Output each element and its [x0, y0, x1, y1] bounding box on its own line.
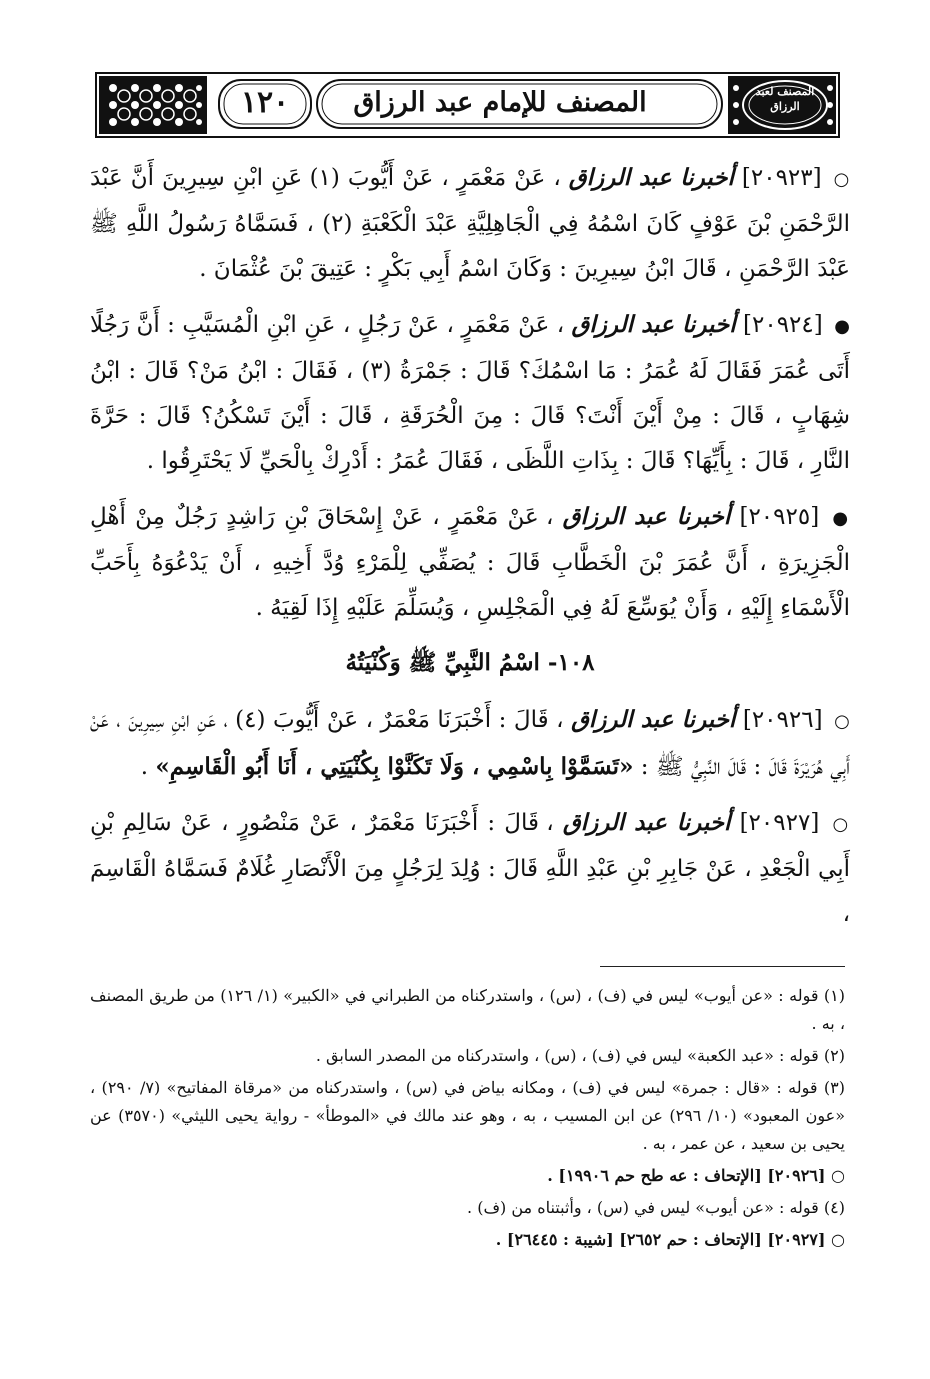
running-title: المصنف للإمام عبد الرزاق	[353, 87, 647, 118]
hadith-paragraph	[90, 697, 850, 790]
footnote: (١) قوله : «عن أيوب» ليس في (ف) ، (س) ، واستدركناه من الطبراني في «الكبير» (١/ ١٢٦) من طريق المصنف ، به .	[90, 986, 845, 1033]
footnote-reference: ○ [٢٠٩٢٧] [الإتحاف : حم ٢٦٥٢] [شيبة : ٢٦٤٤٥] .	[495, 1230, 845, 1249]
prophetic-quote: «تَسَمَّوْا بِاسْمِي ، وَلَا تَكَنَّوْا بِكُنْيَتِي ، أَنَا أَبُو الْقَاسِمِ»	[155, 753, 634, 780]
hadith-intro: أخبرنا عبد الرزاق	[571, 311, 736, 338]
footnote: (٣) قوله : «قال : جمرة» ليس في (ف) ، ومكانه بياض في (س) ، واستدركناه من «مرقاة المفاتيح» (٧/ ٢٩٠) ، «عون المعبود» (١٠/ ٢٩٦) عن ابن المسيب ، به ، وهو عند مالك في «الموطأ» - رواية يحيى الليثي» (٣٥٧٠) عن يحيى بن سعيد ، عن عمر ، به .	[90, 1078, 846, 1153]
page-header	[95, 72, 840, 138]
hadith-intro: أخبرنا عبد الرزاق	[562, 809, 731, 836]
hadith-text: ، قَالَ : أَخْبَرَنَا مَعْمَرٌ ، عَنْ أَيُّوبَ (٤) ، عَنِ ابْنِ سِيرِينَ ، عَنْ أَبِي هُرَيْرَةَ قَالَ : قَالَ النَّبِيُّ ﷺ :	[90, 707, 850, 780]
hadith-text: ، قَالَ : أَخْبَرَنَا مَعْمَرٌ ، عَنْ مَنْصُورٍ ، عَنْ سَالِمِ بْنِ أَبِي الْجَعْدِ ، عَنْ جَابِرِ بْنِ عَبْدِ اللَّهِ قَالَ : وُلِدَ لِرَجُلٍ مِنَ الْأَنْصَارِ غُلَامٌ فَسَمَّاهُ الْقَاسِمَ ،	[90, 810, 850, 927]
hadith-number: [٢٠٩٢٣]	[741, 165, 822, 191]
hadith-paragraph	[90, 800, 850, 937]
footnote: (٢) قوله : «عبد الكعبة» ليس في (ف) ، (س) ، واستدركناه من المصدر السابق .	[315, 1046, 845, 1065]
hadith-paragraph	[90, 155, 850, 292]
hadith-paragraph	[90, 302, 850, 484]
page-number: ١٢٠	[240, 85, 290, 120]
footnote-separator	[600, 966, 845, 967]
hadith-marker: ●	[832, 508, 850, 529]
hadith-marker: ○	[832, 814, 851, 835]
footnote-reference: ○ [٢٠٩٢٦] [الإتحاف : عه طح حم ١٩٩٠٦] .	[547, 1166, 845, 1185]
header-seal: المصنف لعبد الرزاق	[755, 85, 815, 113]
hadith-marker: ●	[834, 316, 850, 337]
hadith-text: ، عَنْ مَعْمَرٍ ، عَنْ رَجُلٍ ، عَنِ ابْنِ الْمُسَيَّبِ : أَنَّ رَجُلًا أَتَى عُمَرَ فَقَالَ لَهُ عُمَرُ : مَا اسْمُكَ؟ قَالَ : جَمْرَةُ (٣) ، فَقَالَ : ابْنُ مَنْ؟ قَالَ : ابْنُ شِهَابٍ ، قَالَ : مِنْ أَيْنَ أَنْتَ؟ قَالَ : مِنَ الْحُرَقَةِ ، قَالَ : أَيْنَ تَسْكُنُ؟ قَالَ : حَرَّةَ النَّارِ ، قَالَ : بِأَيِّهَا؟ قَالَ : بِذَاتِ اللَّظَى ، فَقَالَ عُمَرُ : أَدْرِكْ بِالْحَيِّ لَا يَحْتَرِقُوا .	[90, 312, 850, 474]
hadith-text: ، عَنْ مَعْمَرٍ ، عَنْ إِسْحَاقَ بْنِ رَاشِدٍ رَجُلٌ مِنْ أَهْلِ الْجَزِيرَةِ ، أَنَّ عُمَرَ بْنَ الْخَطَّابِ قَالَ : يُصَفِّي لِلْمَرْءِ وُدَّ أَخِيهِ ، أَنْ يَدْعُوَهُ بِأَحَبِّ الْأَسْمَاءِ إِلَيْهِ ، وَأَنْ يُوَسِّعَ لَهُ فِي الْمَجْلِسِ ، وَيُسَلِّمَ عَلَيْهِ إِذَا لَقِيَهُ .	[90, 504, 850, 621]
hadith-paragraph	[90, 494, 850, 631]
footnote: (٤) قوله : «عن أيوب» ليس في (س) ، وأثبتناه من (ف) .	[467, 1198, 845, 1217]
hadith-number: [٢٠٩٢٥]	[739, 504, 820, 530]
main-text	[90, 155, 850, 947]
hadith-intro: أخبرنا عبد الرزاق	[571, 706, 736, 733]
hadith-marker: ○	[834, 711, 851, 732]
footnotes	[90, 982, 845, 1258]
hadith-number: [٢٠٩٢٦]	[742, 707, 823, 733]
hadith-text: ، عَنْ مَعْمَرٍ ، عَنْ أَيُّوبَ (١) عَنِ ابْنِ سِيرِينَ أَنَّ عَبْدَ الرَّحْمَنِ بْنَ عَوْفٍ كَانَ اسْمُهُ فِي الْجَاهِلِيَّةِ عَبْدَ الْكَعْبَةِ (٢) ، فَسَمَّاهُ رَسُولُ اللَّهِ ﷺ عَبْدَ الرَّحْمَنِ ، قَالَ ابْنُ سِيرِينَ : وَكَانَ اسْمُ أَبِي بَكْرٍ : عَتِيقَ بْنَ عُثْمَانَ .	[90, 165, 851, 282]
hadith-intro: أخبرنا عبد الرزاق	[562, 503, 731, 530]
hadith-text-end: .	[140, 754, 149, 780]
hadith-number: [٢٠٩٢٤]	[743, 312, 823, 338]
section-heading: ١٠٨- اسْمُ النَّبِيِّ ﷺ وَكُنْيَتُهُ	[345, 649, 595, 676]
hadith-number: [٢٠٩٢٧]	[739, 810, 820, 836]
hadith-marker: ○	[833, 169, 850, 190]
hadith-intro: أخبرنا عبد الرزاق	[568, 164, 734, 191]
